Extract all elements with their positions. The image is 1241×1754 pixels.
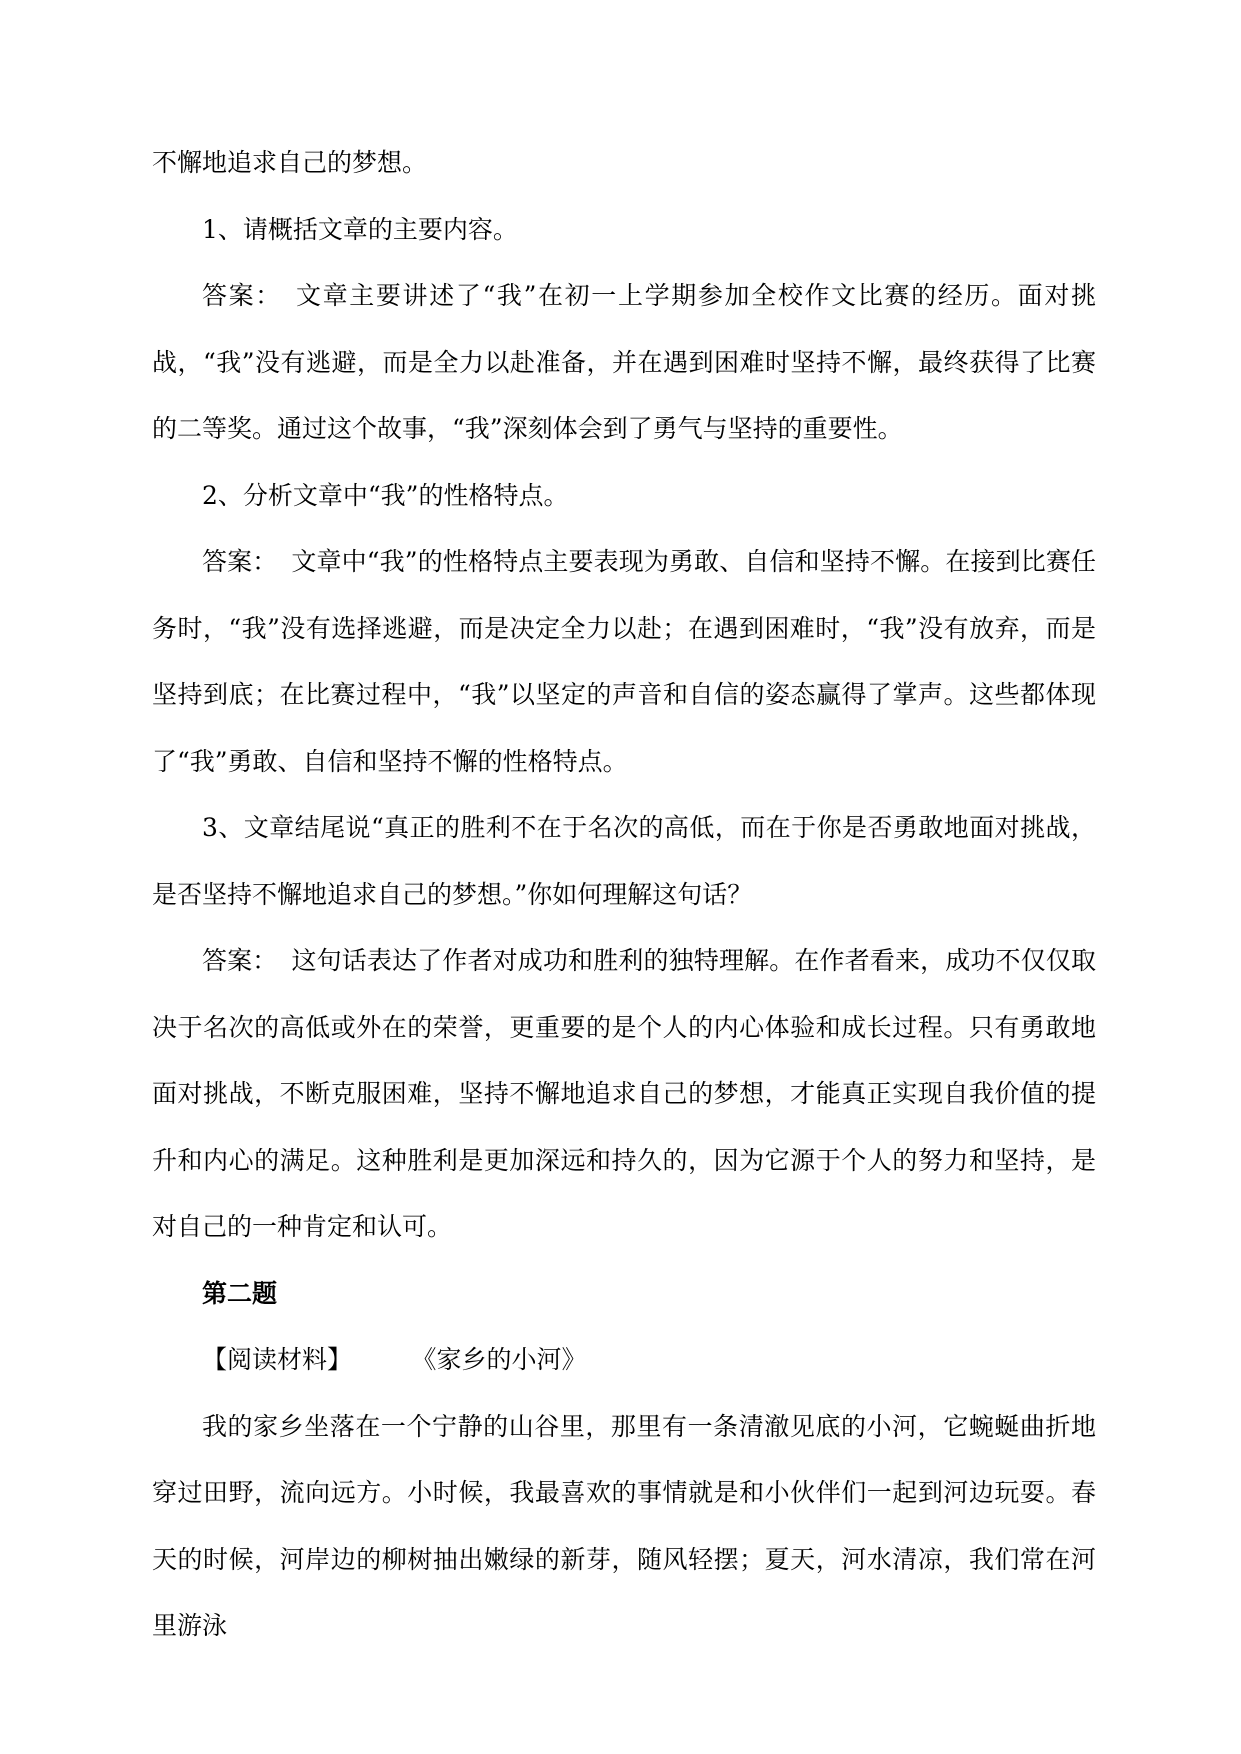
answer-3 (152, 928, 1096, 1261)
answer-label: 答案： (202, 547, 278, 576)
material-title: 《家乡的小河》 (424, 1345, 587, 1374)
question-1: 1、请概括文章的主要内容。 (202, 214, 518, 244)
document-body (152, 130, 1096, 1660)
answer-3-text: 这句话表达了作者对成功和胜利的独特理解。在作者看来，成功不仅仅取决于名次的高低或外在的荣誉，更重要的是个人的内心体验和成长过程。只有勇敢地面对挑战，不断克服困难，坚持不懈地追求自己的梦想，才能真正实现自我价值的提升和内心的满足。这种胜利是更加深远和持久的，因为它源于个人的努力和坚持，是对自己的一种肯定和认可。 (152, 946, 1096, 1241)
material-header (152, 1327, 1096, 1394)
question-2: 2、分析文章中“我”的性格特点。 (202, 480, 569, 510)
answer-1-text: 文章主要讲述了“我”在初一上学期参加全校作文比赛的经历。面对挑战，“我”没有逃避，而是全力以赴准备，并在遇到困难时坚持不懈，最终获得了比赛的二等奖。通过这个故事，“我”深刻体会到了勇气与坚持的重要性。 (152, 281, 1096, 443)
continuation-line: 不懈地追求自己的梦想。 (152, 148, 428, 177)
answer-label: 答案： (202, 281, 282, 310)
answer-2-text: 文章中“我”的性格特点主要表现为勇敢、自信和坚持不懈。在接到比赛任务时，“我”没有选择逃避，而是决定全力以赴；在遇到困难时，“我”没有放弃，而是坚持到底；在比赛过程中，“我”以坚定的声音和自信的姿态赢得了掌声。这些都体现了“我”勇敢、自信和坚持不懈的性格特点。 (152, 547, 1096, 776)
material-label: 【阅读材料】 (202, 1345, 353, 1374)
answer-1 (152, 263, 1096, 463)
question-3: 3、文章结尾说“真正的胜利不在于名次的高低，而在于你是否勇敢地面对挑战，是否坚持不懈地追求自己的梦想。”你如何理解这句话？ (152, 813, 1096, 909)
answer-label: 答案： (202, 946, 278, 975)
section-heading: 第二题 (202, 1278, 278, 1308)
answer-2 (152, 529, 1096, 795)
reading-passage: 我的家乡坐落在一个宁静的山谷里，那里有一条清澈见底的小河，它蜿蜒曲折地穿过田野，流向远方。小时候，我最喜欢的事情就是和小伙伴们一起到河边玩耍。春天的时候，河岸边的柳树抽出嫩绿的新芽，随风轻摆；夏天，河水清凉，我们常在河里游泳 (152, 1411, 1096, 1640)
